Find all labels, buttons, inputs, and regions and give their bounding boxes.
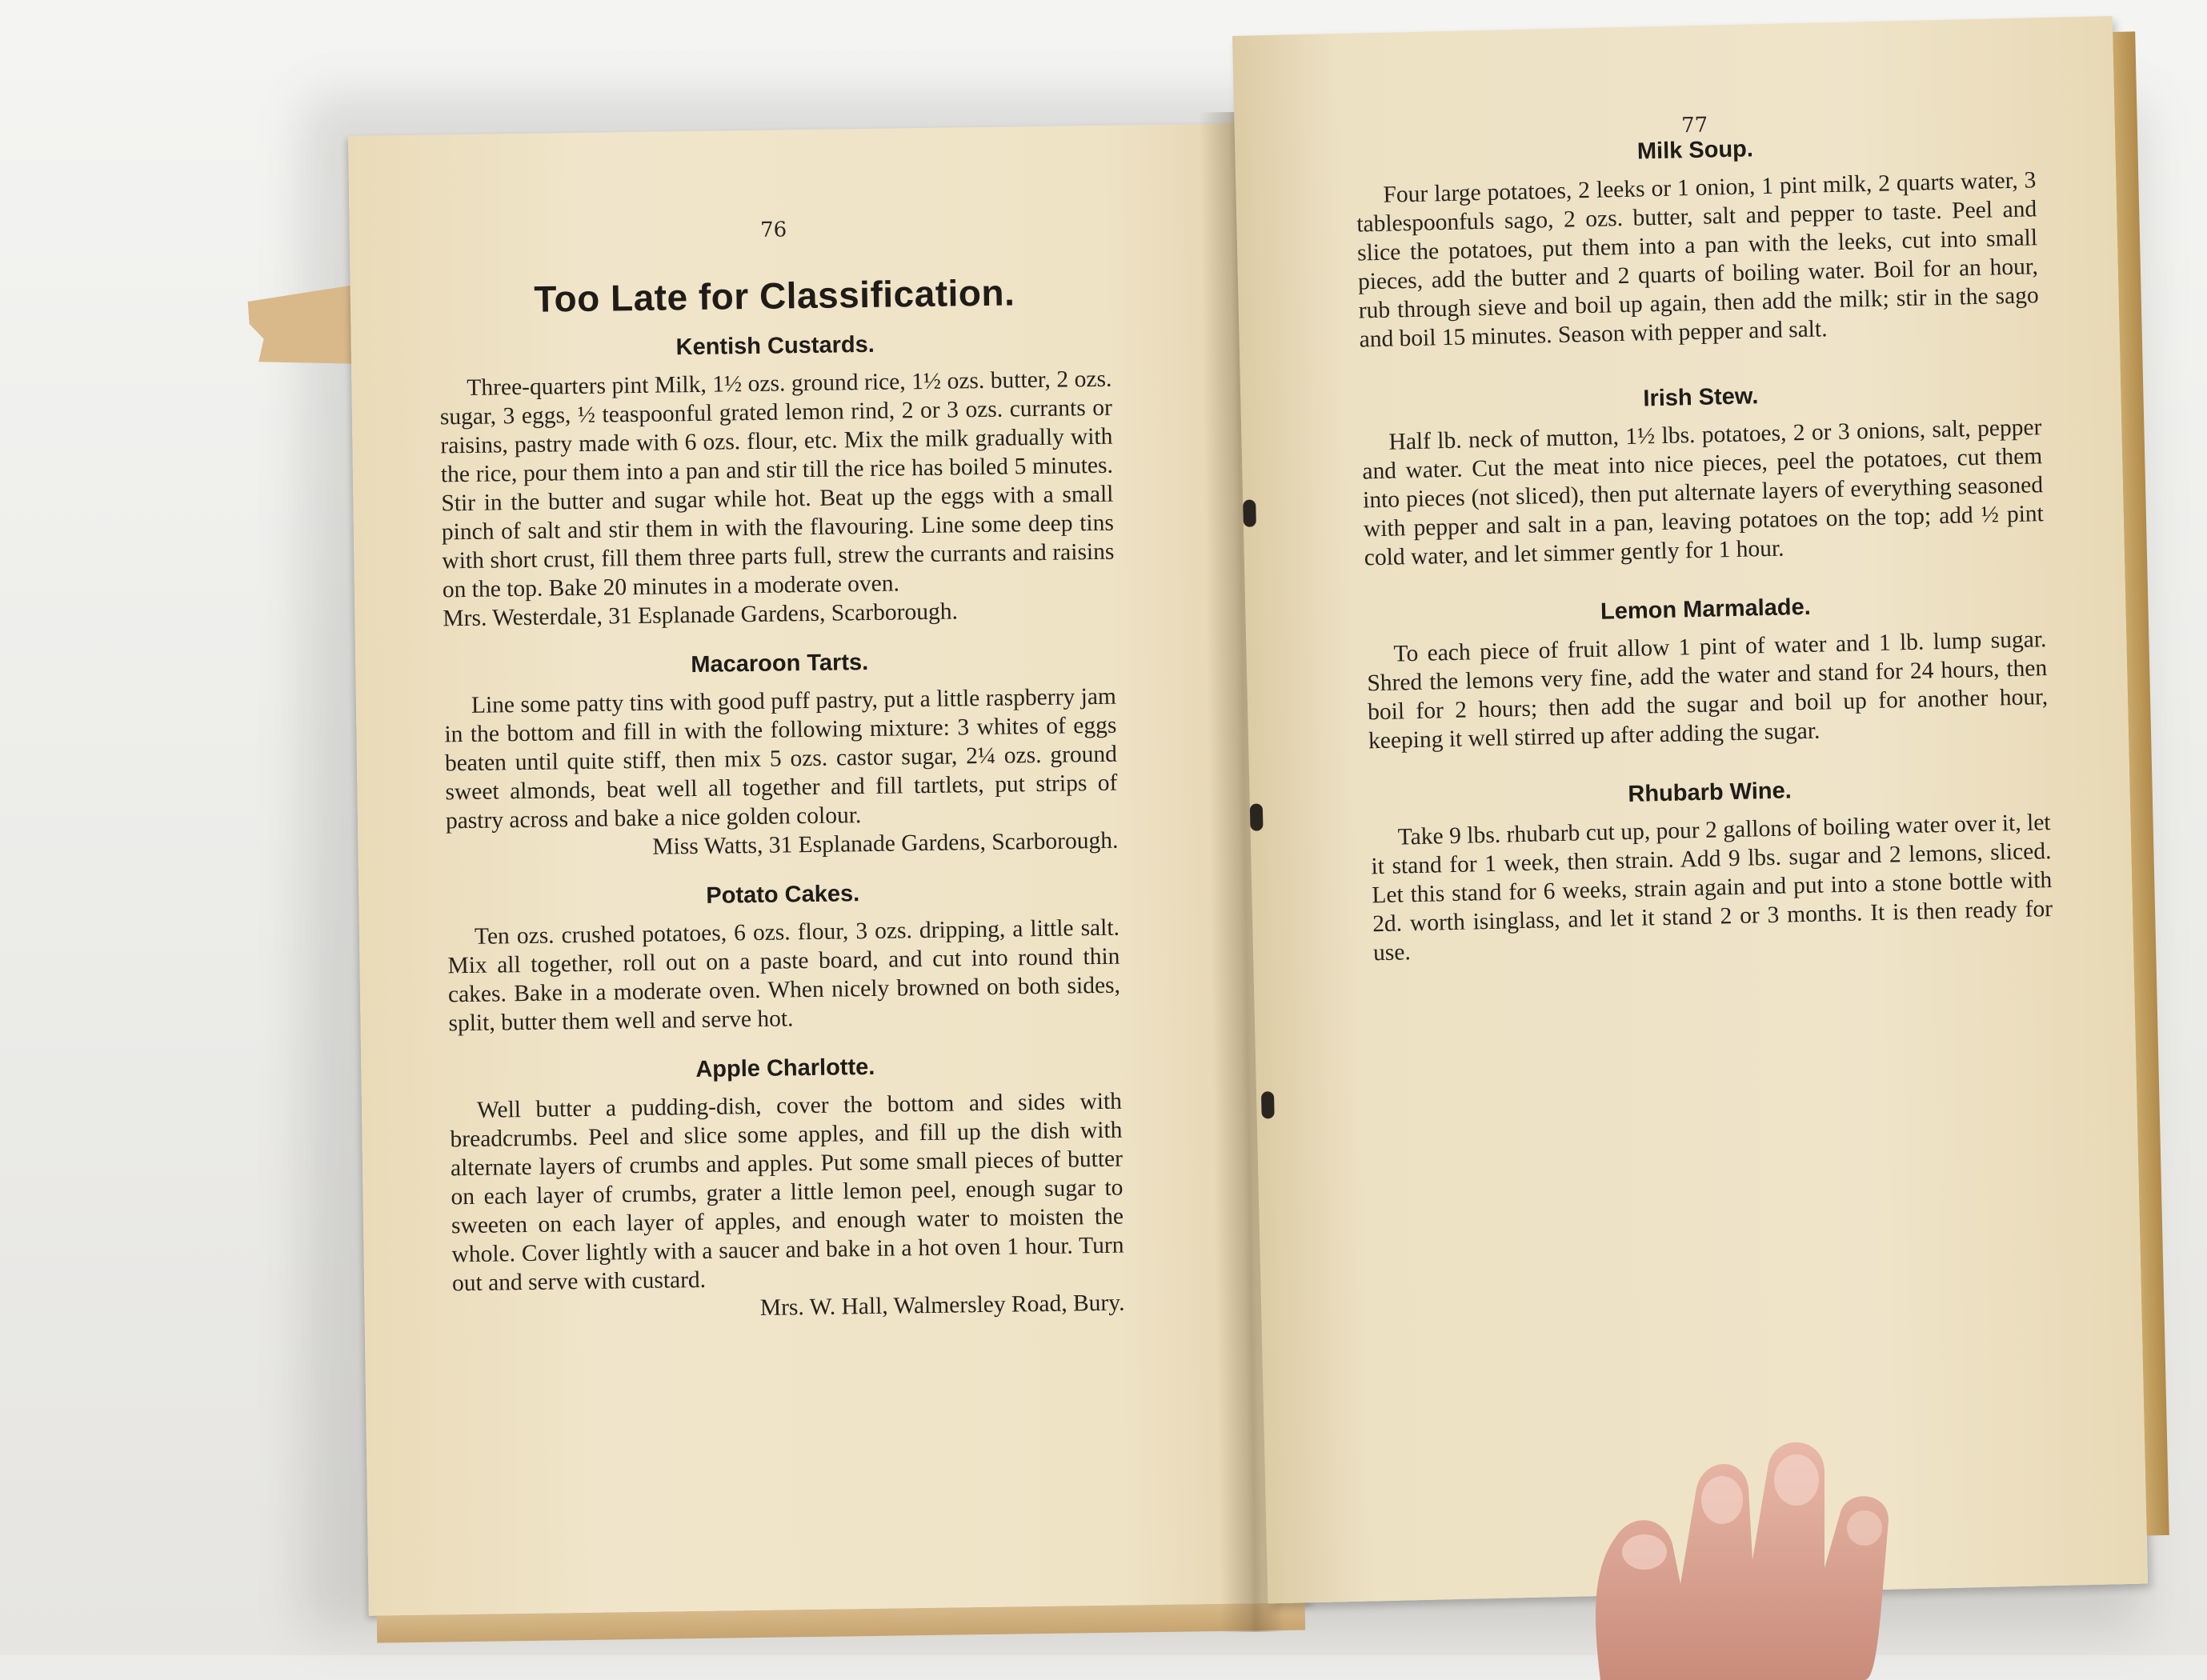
page-number: 76 <box>759 218 787 242</box>
recipe-title: Macaroon Tarts. <box>691 649 869 678</box>
section-heading: Too Late for Classification. <box>534 271 1015 320</box>
recipe-title: Kentish Custards. <box>675 331 875 361</box>
recipe-body: Take 9 lbs. rhubarb cut up, pour 2 gallons of boiling water over it, let it stand for 1 week, then strain. Add 9 lbs. sugar and 2 lemons, sliced. Let this stand for 6 weeks, strain again and put into a stone bottle with 2d. worth isinglass, and let it stand 2 or 3 months. It is then ready for use. <box>1371 810 2053 966</box>
recipe-title: Irish Stew. <box>1643 383 1759 412</box>
recipe-title: Lemon Marmalade. <box>1600 594 1812 625</box>
recipe-milk-soup <box>1355 130 2040 354</box>
recipe-lemon-marmalade <box>1365 589 2049 755</box>
recipe-body: Well butter a pudding-dish, cover the bottom and sides with breadcrumbs. Peel and slice some apples, and fill up the dish with alternate layers of crumbs and apples. Put some small pieces of butter on each layer of crumbs, grater a little lemon peel, enough sugar to sweeten on each layer of apples, and enough water to moisten the whole. Cover lightly with a saucer and bake in a hot oven 1 hour. Turn out and serve with custard. <box>450 1088 1124 1297</box>
recipe-title: Rhubarb Wine. <box>1628 778 1792 808</box>
recipe-source: Mrs. Westerdale, 31 Esplanade Gardens, Scarborough. <box>443 598 959 632</box>
binding-hole <box>1261 1091 1275 1118</box>
recipe-body: Four large potatoes, 2 leeks or 1 onion, 1 pint milk, 2 quarts water, 3 tablespoonfuls sago, 2 ozs. butter, salt and pepper to taste. Peel and slice the potatoes, put them into a pan with the leeks, cut into small pieces, add the butter and 2 quarts of boiling water. Boil for an hour, rub through sieve and boil up again, then add the milk; stir in the sago and boil 15 minutes. Season with pepper and salt. <box>1356 167 2039 353</box>
recipe-source: Mrs. W. Hall, Walmersley Road, Bury. <box>759 1290 1125 1321</box>
page-number: 77 <box>1680 113 1708 138</box>
recipe-potato-cakes <box>447 878 1121 1038</box>
recipe-kentish-custards <box>439 329 1116 634</box>
recipe-macaroon-tarts <box>443 646 1119 865</box>
hand-holding-page <box>1584 1416 1921 1680</box>
left-page-content <box>438 214 1126 1350</box>
recipe-irish-stew <box>1360 377 2045 572</box>
recipe-title: Potato Cakes. <box>706 881 860 909</box>
recipe-title: Milk Soup. <box>1636 136 1754 165</box>
recipe-source: Miss Watts, 31 Esplanade Gardens, Scarborough. <box>652 827 1119 860</box>
recipe-body: To each piece of fruit allow 1 pint of water and 1 lb. lump sugar. Shred the lemons very fine, add the water and stand for 24 hours, then boil for 2 hours; then add the sugar and boil up for another hour, keeping it well stirred up after adding the sugar. <box>1367 626 2049 754</box>
recipe-body: Line some patty tins with good puff pastry, put a little raspberry jam in the bottom and fill in with the following mixture: 3 whites of eggs beaten until quite stiff, then mix 5 ozs. castor sugar, 2¼ ozs. ground sweet almonds, beat well all together and fill tartlets, put strips of pastry across and bake a nice golden colour. <box>444 683 1118 834</box>
binding-hole <box>1250 803 1264 830</box>
recipe-apple-charlotte <box>449 1051 1125 1327</box>
binding-hole <box>1243 499 1256 526</box>
recipe-body: Three-quarters pint Milk, 1½ ozs. ground rice, 1½ ozs. butter, 2 ozs. sugar, 3 eggs, ½ teaspoonful grated lemon rind, 2 or 3 ozs. currants or raisins, pastry made with 6 ozs. flour, etc. Mix the milk gradually with the rice, pour them into a pan and stir till the rice has boiled 5 minutes. Stir in the butter and sugar while hot. Beat up the eggs with a small pinch of salt and stir them in with the flavouring. Line some deep tins with short crust, fill them three parts full, strew the currants and raisins on the top. Bake 20 minutes in a moderate oven. <box>439 366 1115 603</box>
recipe-body: Half lb. neck of mutton, 1½ lbs. potatoes, 2 or 3 onions, salt, pepper and water. Cut the meat into nice pieces, peel the potatoes, cut them into pieces (not sliced), then put alternate layers of everything seasoned with pepper and salt in a pan, leaving potatoes on the top; add ½ pint cold water, and let simmer gently for 1 hour. <box>1362 414 2045 571</box>
recipe-body: Ten ozs. crushed potatoes, 6 ozs. flour, 3 ozs. dripping, a little salt. Mix all together, roll out on a paste board, and cut into round thin cakes. Bake in a moderate oven. When nicely browned on both sides, split, butter them well and serve hot. <box>447 914 1121 1037</box>
right-page <box>1232 16 2148 1603</box>
right-page-content <box>1354 106 2053 990</box>
recipe-title: Apple Charlotte. <box>695 1054 875 1083</box>
recipe-rhubarb-wine <box>1369 772 2053 967</box>
left-page <box>348 123 1313 1616</box>
